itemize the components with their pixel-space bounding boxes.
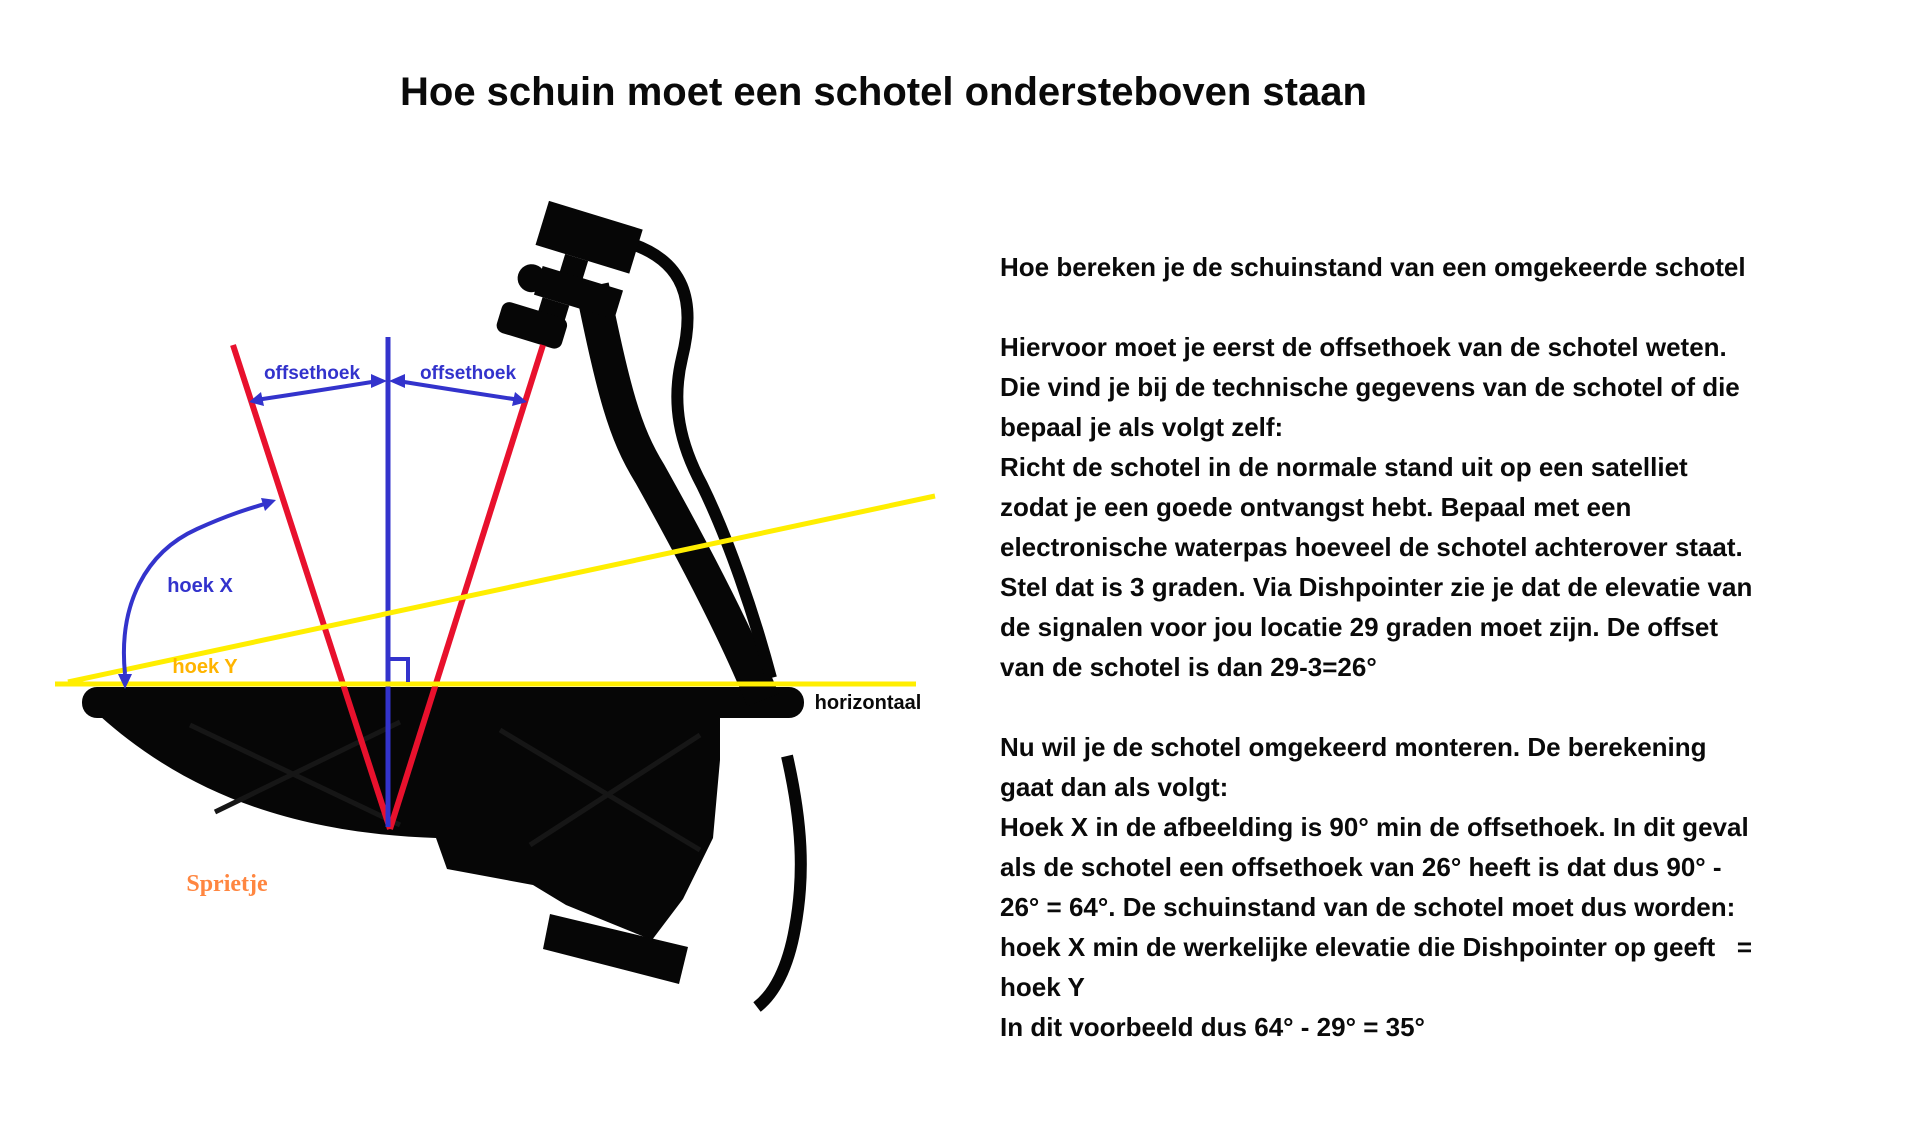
panel-line [1000, 687, 1880, 727]
panel-line: Richt de schotel in de normale stand uit op een satelliet [1000, 452, 1688, 482]
panel-line: hoek Y [1000, 972, 1085, 1002]
panel-line: Hiervoor moet je eerst de offsethoek van de schotel weten. [1000, 332, 1727, 362]
panel-line: Die vind je bij de technische gegevens van de schotel of die [1000, 372, 1740, 402]
coax-cable-lower [757, 756, 801, 1007]
support-arm [592, 286, 763, 700]
explanation-panel [1000, 247, 1880, 1047]
panel-line: van de schotel is dan 29-3=26° [1000, 652, 1377, 682]
hoek-y-label: hoek Y [172, 656, 238, 678]
hoek-x-label: hoek X [167, 575, 233, 597]
panel-line: Nu wil je de schotel omgekeerd monteren. De berekening [1000, 732, 1707, 762]
offsethoek-right-label: offsethoek [419, 363, 517, 384]
panel-line: Hoek X in de afbeelding is 90° min de offsethoek. In dit geval [1000, 812, 1749, 842]
panel-line: hoek X min de werkelijke elevatie die Dishpointer op geeft = [1000, 932, 1753, 962]
offsethoek-left-label: offsethoek [263, 363, 361, 384]
panel-line: de signalen voor jou locatie 29 graden moet zijn. De offset [1000, 612, 1719, 642]
panel-line: Stel dat is 3 graden. Via Dishpointer zie je dat de elevatie van [1000, 572, 1753, 602]
panel-line: Hoe bereken je de schuinstand van een omgekeerde schotel [1000, 252, 1746, 282]
dish-bowl [100, 716, 720, 940]
panel-line: bepaal je als volgt zelf: [1000, 412, 1284, 442]
panel-line: electronische waterpas hoeveel de schotel achterover staat. [1000, 532, 1743, 562]
dish-diagram [0, 0, 960, 1080]
right-angle-marker [388, 659, 408, 682]
panel-line: als de schotel een offsethoek van 26° heeft is dat dus 90° - [1000, 852, 1722, 882]
dish-rim [82, 687, 804, 718]
horizontaal-label: horizontaal [814, 692, 922, 714]
panel-line: 26° = 64°. De schuinstand van de schotel moet dus worden: [1000, 892, 1736, 922]
sprietje-label: Sprietje [186, 871, 268, 897]
panel-line: In dit voorbeeld dus 64° - 29° = 35° [1000, 1012, 1425, 1042]
panel-line: gaat dan als volgt: [1000, 772, 1229, 802]
panel-line [1000, 287, 1880, 327]
panel-line: zodat je een goede ontvangst hebt. Bepaal met een [1000, 492, 1632, 522]
page-title: Hoe schuin moet een schotel ondersteboven staan [400, 70, 1367, 114]
